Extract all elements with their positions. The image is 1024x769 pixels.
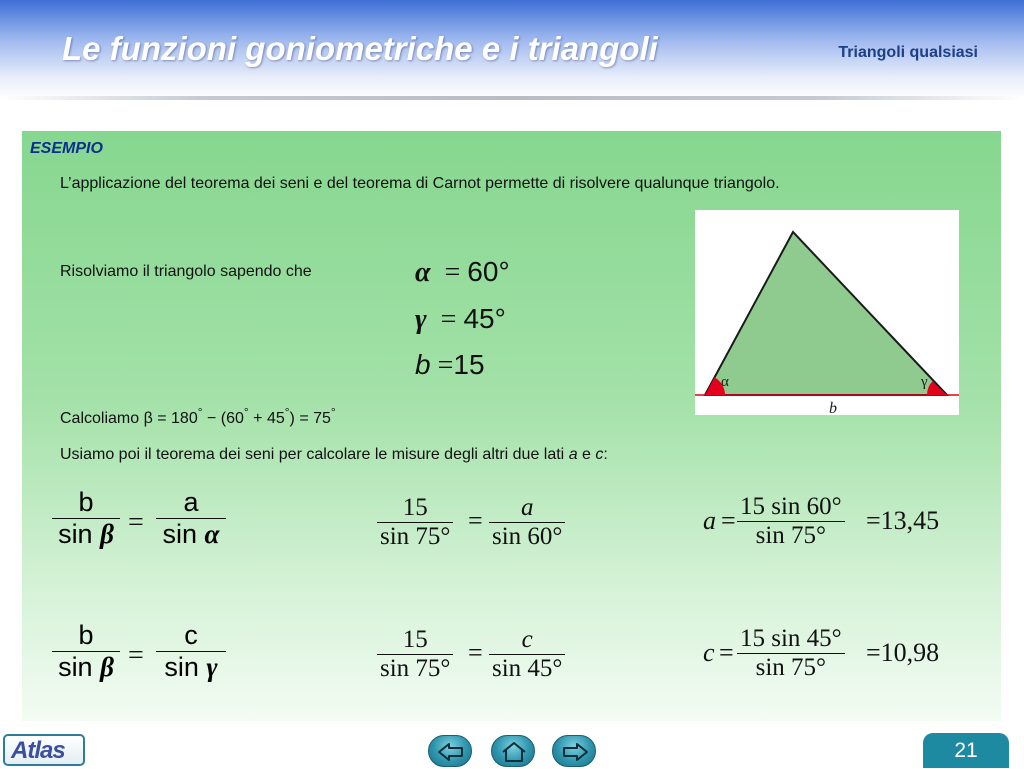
gamma-symbol: γ [206,652,218,682]
fraction-denominator: sin 60° [492,523,563,550]
intro-text: L’applicazione del teorema dei seni e del teorema di Carnot permette di risolvere qualunque triangolo. [60,175,780,192]
header-divider [0,96,1024,100]
alpha-label: α [721,374,729,390]
equals-sign: = [721,506,736,535]
beta-calc-mid2: + 45 [248,410,285,427]
fraction-denominator: sin 75° [755,522,827,549]
gamma-value: 45° [463,303,506,334]
sine-text-a: a [568,446,578,463]
alpha-value: 60° [467,256,510,287]
side-b-label: b [829,400,837,415]
header-bar [0,0,1024,100]
fraction-numerator: b [78,487,94,517]
home-icon [492,736,536,768]
given-text: Risolviamo il triangolo sapendo che [60,263,312,280]
alpha-symbol: α [204,519,220,549]
fraction-b-sin-beta [52,487,120,550]
given-b: b =15 [415,349,485,381]
fraction-15-sin75 [377,494,453,551]
result-c-value: =10,98 [866,638,940,667]
sin-text: sin [162,519,198,549]
beta-deg-4: ° [330,405,336,419]
page-number: 21 [923,733,1009,768]
fraction-numerator: 15 [402,626,428,653]
sine-theorem-text [60,446,608,464]
equals-sign: = [468,638,483,667]
result-variable-c: c [703,638,715,667]
fraction-c-sin45 [489,626,565,683]
sine-text-c: c [595,446,604,463]
result-variable-a: a [703,506,716,535]
fraction-c-sin-gamma [156,620,226,683]
sin-text: sin [164,652,199,682]
fraction-denominator: sin 75° [380,655,451,682]
fraction-numerator: b [78,620,94,650]
beta-symbol: β [100,652,114,682]
sine-text-colon: : [603,446,608,463]
gamma-symbol: γ [415,304,427,335]
fraction-numerator: c [184,620,198,650]
fraction-denominator: sin 75° [380,523,451,550]
fraction-denominator: sin 75° [755,654,827,681]
logo-text: Atlas [11,737,65,764]
fraction-denominator [55,652,117,683]
fraction-denominator [161,652,220,683]
fraction-numerator: 15 sin 60° [740,493,842,520]
fraction-denominator [160,519,223,550]
fraction-a-sin60 [489,494,565,551]
forward-arrow-icon [553,736,597,768]
equals-sign: = [128,640,144,671]
b-value: 15 [453,349,485,380]
fraction-numerator: c [521,626,533,653]
equals-sign: = [468,506,483,535]
beta-deg-2: ° [243,405,249,419]
back-arrow-icon [429,736,473,768]
sin-text: sin [58,519,93,549]
fraction-a-sin-alpha [156,487,226,550]
beta-calc-end: ) = 75 [289,410,331,427]
fraction-15-sin75-2 [377,626,453,683]
sine-text-pre: Usiamo poi il teorema dei seni per calcolare le misure degli altri due lati [60,446,569,463]
sine-text-and: e [577,446,596,463]
result-a-value: =13,45 [866,506,940,535]
section-subtitle: Triangoli qualsiasi [838,44,978,61]
gamma-label: γ [921,374,928,390]
beta-calc-mid1: − (60 [202,410,244,427]
beta-symbol: β [100,519,114,549]
example-label: ESEMPIO [30,140,103,157]
fraction-numerator: a [520,494,534,521]
beta-calc-prefix: Calcoliamo β = 180 [60,410,198,427]
equals-sign: = [719,638,734,667]
fraction-numerator: a [183,487,199,517]
fraction-15sin60-sin75 [737,493,845,550]
home-button[interactable] [491,735,535,767]
page-title: Le funzioni goniometriche e i triangoli [62,30,658,67]
fraction-15sin45-sin75 [737,625,845,682]
triangle-figure [695,210,959,415]
triangle-svg [695,210,959,415]
sin-text: sin [58,652,93,682]
atlas-logo [3,734,85,766]
alpha-symbol: α [415,257,431,288]
fraction-denominator [55,519,117,550]
beta-deg-1: ° [197,405,203,419]
beta-calculation [60,405,336,428]
beta-deg-3: ° [284,405,290,419]
fraction-numerator: 15 sin 45° [740,625,842,652]
fraction-b-sin-beta-2 [52,620,120,683]
forward-button[interactable] [552,735,596,767]
equals-sign: = [128,507,144,538]
given-gamma: γ = 45° [415,303,506,335]
given-alpha: α = 60° [415,256,510,288]
b-symbol: b [415,349,431,380]
fraction-denominator: sin 45° [492,655,563,682]
fraction-numerator: 15 [402,494,428,521]
back-button[interactable] [428,735,472,767]
triangle-shape [705,232,947,395]
